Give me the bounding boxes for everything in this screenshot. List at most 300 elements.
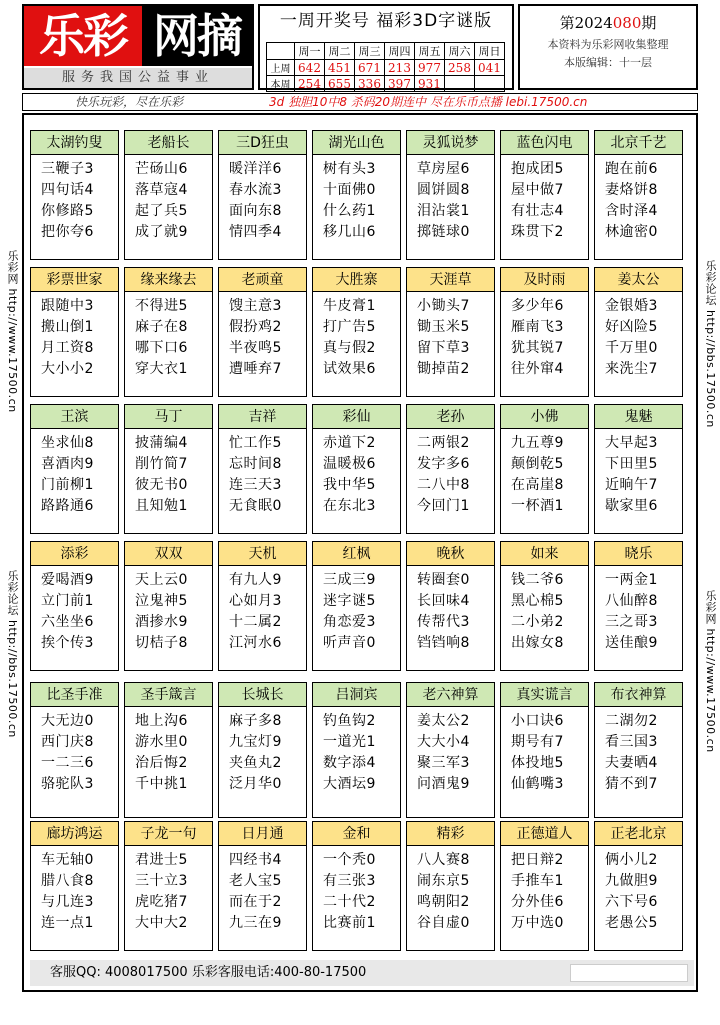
riddle-line: 虎吃猪7: [135, 894, 188, 910]
riddle-line: 四句话4: [41, 182, 94, 198]
week-days-row: [267, 43, 505, 60]
riddle-lines: [219, 292, 306, 380]
riddle-box-author: 彩仙: [313, 405, 400, 429]
riddle-line: 发字多6: [417, 456, 470, 472]
riddle-line: 牛皮膏1: [323, 298, 376, 314]
riddle-box-author: 正老北京: [595, 822, 682, 846]
this-week-row: [267, 76, 505, 92]
riddle-box: [594, 267, 683, 397]
riddle-line: 泪沾裳1: [417, 203, 470, 219]
riddle-line: 在高崖8: [511, 477, 564, 493]
draw-number: 655: [325, 76, 355, 92]
riddle-lines: [501, 292, 588, 380]
riddle-lines: [501, 155, 588, 243]
source-note: 本资料为乐彩网收集整理: [547, 38, 669, 51]
riddle-box-author: 及时雨: [501, 268, 588, 292]
riddle-box-author: 蓝色闪电: [501, 131, 588, 155]
riddle-box: [218, 682, 307, 818]
riddle-box-author: 子龙一句: [125, 822, 212, 846]
riddle-box: [30, 821, 119, 951]
riddle-line: 送佳酿9: [605, 635, 658, 651]
riddle-line: 林逾密0: [605, 224, 658, 240]
riddle-box-author: 鬼魅: [595, 405, 682, 429]
riddle-line: 大大小4: [417, 734, 470, 750]
riddle-lines: [501, 566, 588, 654]
draw-number: [445, 76, 475, 92]
this-week-label: 本周: [267, 76, 295, 92]
riddle-line: 十二属2: [229, 614, 282, 630]
riddle-box-author: 马丁: [125, 405, 212, 429]
riddle-line: 体投地5: [511, 755, 564, 771]
side-label-left-bottom[interactable]: 乐彩论坛 http://bbs.17500.cn: [6, 570, 19, 738]
riddle-lines: [125, 707, 212, 795]
riddle-box-author: 如来: [501, 542, 588, 566]
riddle-line: 犹其锐7: [511, 340, 564, 356]
riddle-line: 心如月3: [229, 593, 282, 609]
riddle-lines: [31, 429, 118, 517]
issue-suffix: 期: [641, 14, 657, 32]
riddle-line: 有三张3: [323, 873, 376, 889]
riddle-line: 千中挑1: [135, 776, 188, 792]
riddle-line: 草房屋6: [417, 161, 470, 177]
marquee-slogan: 快乐玩彩，尽在乐彩: [75, 95, 184, 109]
riddle-line: 比赛前1: [323, 915, 376, 931]
riddle-box: [218, 130, 307, 260]
day-header: 周五: [415, 43, 445, 60]
riddle-line: 真与假2: [323, 340, 376, 356]
riddle-line: 今回门1: [417, 498, 470, 514]
riddle-line: 江河水6: [229, 635, 282, 651]
riddle-line: 连一点1: [41, 915, 94, 931]
riddle-box: [500, 541, 589, 671]
marquee-promo-link[interactable]: 3d 独胆10中8 杀码20期连中 尽在乐币点播 lebi.17500.cn: [269, 95, 588, 109]
riddle-line: 削竹简7: [135, 456, 188, 472]
riddle-line: 锄掉苗2: [417, 361, 470, 377]
riddle-line: 树有头3: [323, 161, 376, 177]
draw-number: 977: [415, 60, 445, 76]
riddle-lines: [219, 707, 306, 795]
riddle-line: 分外佳6: [511, 894, 564, 910]
day-header: 周日: [475, 43, 505, 60]
riddle-line: 近晌午7: [605, 477, 658, 493]
side-label-left-top[interactable]: 乐彩网 http://www.17500.cn: [6, 250, 19, 413]
riddle-box: [124, 404, 213, 534]
customer-service-text: 客服QQ: 4008017500 乐彩客服电话:400-80-17500: [50, 965, 367, 980]
riddle-line: 大无边0: [41, 713, 94, 729]
draw-number: 258: [445, 60, 475, 76]
riddle-box-author: 布衣神算: [595, 683, 682, 707]
draw-number: 397: [385, 76, 415, 92]
riddle-line: 看三国3: [605, 734, 658, 750]
riddle-box-author: 日月通: [219, 822, 306, 846]
riddle-line: 哪下口6: [135, 340, 188, 356]
riddle-line: 大中大2: [135, 915, 188, 931]
riddle-box-author: 彩票世家: [31, 268, 118, 292]
riddle-line: 颠倒乾5: [511, 456, 564, 472]
riddle-line: 听声音0: [323, 635, 376, 651]
draw-number: 671: [355, 60, 385, 76]
riddle-box-author: 老孙: [407, 405, 494, 429]
riddle-line: 歇家里6: [605, 498, 658, 514]
slogan: 服务我国公益事业: [24, 68, 252, 88]
riddle-lines: [313, 155, 400, 243]
riddle-lines: [219, 429, 306, 517]
riddle-line: 赤道下2: [323, 435, 376, 451]
riddle-line: 一两金1: [605, 572, 658, 588]
riddle-box: [30, 541, 119, 671]
riddle-line: 一二三6: [41, 755, 94, 771]
riddle-box-author: 姜太公: [595, 268, 682, 292]
riddle-line: 且知勉1: [135, 498, 188, 514]
riddle-line: 春水流3: [229, 182, 282, 198]
riddle-line: 大早起3: [605, 435, 658, 451]
riddle-box: [406, 541, 495, 671]
riddle-box-author: 湖光山色: [313, 131, 400, 155]
riddle-box: [406, 821, 495, 951]
draw-number: 336: [355, 76, 385, 92]
riddle-box-author: 天涯草: [407, 268, 494, 292]
riddle-line: 一道光1: [323, 734, 376, 750]
riddle-line: 二小弟2: [511, 614, 564, 630]
riddle-box: [124, 682, 213, 818]
riddle-box-author: 长城长: [219, 683, 306, 707]
riddle-box: [312, 404, 401, 534]
riddle-line: 我中华5: [323, 477, 376, 493]
riddle-box-author: 红枫: [313, 542, 400, 566]
day-header: 周一: [295, 43, 325, 60]
riddle-box: [500, 267, 589, 397]
riddle-line: 九宝灯9: [229, 734, 282, 750]
riddle-line: 有壮志4: [511, 203, 564, 219]
marquee-bar: [22, 93, 698, 111]
riddle-line: 鸣朝阳2: [417, 894, 470, 910]
riddle-box: [218, 541, 307, 671]
riddle-line: 君进士5: [135, 852, 188, 868]
riddle-line: 立门前1: [41, 593, 94, 609]
riddle-line: 落草寇4: [135, 182, 188, 198]
corner-cell: [267, 43, 295, 60]
riddle-line: 路路通6: [41, 498, 94, 514]
riddle-lines: [313, 429, 400, 517]
riddle-box: [218, 267, 307, 397]
riddle-line: 遭唾弃7: [229, 361, 282, 377]
riddle-line: 打广告5: [323, 319, 376, 335]
riddle-line: 手推车1: [511, 873, 564, 889]
riddle-line: 芒砀山6: [135, 161, 188, 177]
riddle-line: 九五尊9: [511, 435, 564, 451]
riddle-line: 半夜鸣5: [229, 340, 282, 356]
riddle-lines: [595, 155, 682, 243]
riddle-line: 披蒲编4: [135, 435, 188, 451]
riddle-lines: [407, 707, 494, 795]
side-label-right-bottom[interactable]: 乐彩网 http://www.17500.cn: [704, 590, 717, 753]
riddle-line: 锄玉米5: [417, 319, 470, 335]
riddle-box: [406, 267, 495, 397]
riddle-line: 二湖勿2: [605, 713, 658, 729]
riddle-box: [594, 821, 683, 951]
riddle-line: 八仙醉8: [605, 593, 658, 609]
riddle-box-author: 天机: [219, 542, 306, 566]
riddle-box-author: 吉祥: [219, 405, 306, 429]
riddle-box-author: 老六神算: [407, 683, 494, 707]
draw-number: 931: [415, 76, 445, 92]
riddle-line: 二十代2: [323, 894, 376, 910]
riddle-line: 而在于2: [229, 894, 282, 910]
riddle-lines: [407, 292, 494, 380]
logo-red-text: 乐彩: [24, 6, 142, 66]
riddle-line: 月工资8: [41, 340, 94, 356]
riddle-box-author: 晚秋: [407, 542, 494, 566]
riddle-box: [124, 130, 213, 260]
riddle-line: 你修路5: [41, 203, 94, 219]
riddle-box: [124, 541, 213, 671]
riddle-box: [30, 682, 119, 818]
riddle-box: [312, 541, 401, 671]
riddle-lines: [407, 566, 494, 654]
riddle-line: 把你夸6: [41, 224, 94, 240]
riddle-line: 来洗尘7: [605, 361, 658, 377]
riddle-line: 麻子多8: [229, 713, 282, 729]
riddle-line: 往外窜4: [511, 361, 564, 377]
draw-number: 451: [325, 60, 355, 76]
riddle-line: 角恋爱3: [323, 614, 376, 630]
riddle-lines: [313, 707, 400, 795]
riddle-line: 温暖极6: [323, 456, 376, 472]
riddle-line: 小锄头7: [417, 298, 470, 314]
draw-number: 213: [385, 60, 415, 76]
riddle-box: [500, 130, 589, 260]
riddle-line: 大小小2: [41, 361, 94, 377]
riddle-box: [500, 404, 589, 534]
riddle-line: 屋中做7: [511, 182, 564, 198]
riddle-line: 起了兵5: [135, 203, 188, 219]
riddle-box: [218, 404, 307, 534]
riddle-line: 面向东8: [229, 203, 282, 219]
riddle-line: 八人赛8: [417, 852, 470, 868]
riddle-line: 猜不到7: [605, 776, 658, 792]
riddle-line: 万中选0: [511, 915, 564, 931]
riddle-line: 暖洋洋6: [229, 161, 282, 177]
issue-number: [520, 10, 696, 36]
riddle-line: 与几连3: [41, 894, 94, 910]
riddle-lines: [219, 566, 306, 654]
riddle-box-author: 灵狐说梦: [407, 131, 494, 155]
riddle-box-author: 缘来缘去: [125, 268, 212, 292]
draw-results-title: 一周开奖号 福彩3D字谜版: [279, 11, 493, 31]
last-week-label: 上周: [267, 60, 295, 76]
issue-box: [518, 4, 698, 90]
riddle-line: 门前柳1: [41, 477, 94, 493]
riddle-box-author: 精彩: [407, 822, 494, 846]
riddle-lines: [595, 566, 682, 654]
riddle-line: 假扮鸡2: [229, 319, 282, 335]
riddle-lines: [595, 292, 682, 380]
riddle-line: 穿大衣1: [135, 361, 188, 377]
riddle-line: 酒掺水9: [135, 614, 188, 630]
riddle-lines: [313, 292, 400, 380]
riddle-line: 九三在9: [229, 915, 282, 931]
riddle-lines: [31, 292, 118, 380]
riddle-lines: [125, 566, 212, 654]
riddle-line: 地上沟6: [135, 713, 188, 729]
riddle-line: 大酒坛9: [323, 776, 376, 792]
day-header: 周四: [385, 43, 415, 60]
riddle-box: [500, 682, 589, 818]
riddle-line: 试效果6: [323, 361, 376, 377]
riddle-line: 老愚公5: [605, 915, 658, 931]
riddle-line: 馊主意3: [229, 298, 282, 314]
riddle-box: [124, 821, 213, 951]
riddle-line: 夹鱼丸2: [229, 755, 282, 771]
riddle-line: 把日辩2: [511, 852, 564, 868]
riddle-line: 治后悔2: [135, 755, 188, 771]
riddle-line: 忙工作5: [229, 435, 282, 451]
riddle-line: 珠贯下2: [511, 224, 564, 240]
riddle-line: 麻子在8: [135, 319, 188, 335]
riddle-line: 三十立3: [135, 873, 188, 889]
week-draw-table: [266, 42, 505, 92]
riddle-line: 移几山6: [323, 224, 376, 240]
riddle-line: 有九人9: [229, 572, 282, 588]
riddle-line: 雁南飞3: [511, 319, 564, 335]
riddle-lines: [313, 846, 400, 934]
riddle-line: 六坐坐6: [41, 614, 94, 630]
riddle-line: 西门庆8: [41, 734, 94, 750]
riddle-line: 俩小儿2: [605, 852, 658, 868]
riddle-box: [30, 404, 119, 534]
riddle-line: 好凶险5: [605, 319, 658, 335]
riddle-lines: [313, 566, 400, 654]
riddle-line: 期号有7: [511, 734, 564, 750]
footer-bar: [30, 960, 694, 986]
riddle-line: 挨个传3: [41, 635, 94, 651]
riddle-box-author: 晓乐: [595, 542, 682, 566]
riddle-line: 妻烙饼8: [605, 182, 658, 198]
riddle-line: 抱成团5: [511, 161, 564, 177]
logo: [22, 4, 254, 90]
riddle-lines: [595, 429, 682, 517]
day-header: 周二: [325, 43, 355, 60]
riddle-line: 搬山倒1: [41, 319, 94, 335]
riddle-box-author: 金和: [313, 822, 400, 846]
riddle-line: 问酒鬼9: [417, 776, 470, 792]
issue-number-value: 080: [612, 14, 642, 32]
riddle-line: 腊八食8: [41, 873, 94, 889]
riddle-box: [312, 682, 401, 818]
riddle-box-author: 正德道人: [501, 822, 588, 846]
riddle-box: [218, 821, 307, 951]
riddle-line: 成了就9: [135, 224, 188, 240]
riddle-lines: [31, 566, 118, 654]
riddle-line: 什么药1: [323, 203, 376, 219]
riddle-box: [594, 541, 683, 671]
riddle-lines: [595, 846, 682, 934]
riddle-line: 车无轴0: [41, 852, 94, 868]
riddle-line: 天上云0: [135, 572, 188, 588]
riddle-line: 钓鱼钩2: [323, 713, 376, 729]
draw-number: 041: [475, 60, 505, 76]
riddle-line: 三成三9: [323, 572, 376, 588]
riddle-box: [500, 821, 589, 951]
riddle-line: 金银婚3: [605, 298, 658, 314]
riddle-box-author: 大胜寨: [313, 268, 400, 292]
draw-number: [475, 76, 505, 92]
riddle-line: 骆驼队3: [41, 776, 94, 792]
editor-note: 本版编辑：十一层: [564, 56, 652, 69]
riddle-line: 三之哥3: [605, 614, 658, 630]
riddle-line: 黑心棉5: [511, 593, 564, 609]
riddle-lines: [125, 429, 212, 517]
riddle-line: 谷自虚0: [417, 915, 470, 931]
riddle-box-author: 老顽童: [219, 268, 306, 292]
riddle-lines: [407, 155, 494, 243]
riddle-box: [30, 267, 119, 397]
riddle-box-author: 老船长: [125, 131, 212, 155]
riddle-line: 仙鹤嘴3: [511, 776, 564, 792]
riddle-lines: [407, 429, 494, 517]
riddle-lines: [501, 846, 588, 934]
side-label-right-top[interactable]: 乐彩论坛 http://bbs.17500.cn: [704, 260, 717, 428]
riddle-line: 三鞭子3: [41, 161, 94, 177]
riddle-lines: [501, 707, 588, 795]
riddle-lines: [31, 155, 118, 243]
riddle-line: 迷字谜5: [323, 593, 376, 609]
riddle-line: 喜酒肉9: [41, 456, 94, 472]
issue-prefix: 第2024: [559, 14, 613, 32]
riddle-line: 二八中8: [417, 477, 470, 493]
riddle-line: 转圈套0: [417, 572, 470, 588]
riddle-line: 小口诀6: [511, 713, 564, 729]
riddle-line: 无食眠0: [229, 498, 282, 514]
riddle-box: [312, 130, 401, 260]
riddle-lines: [125, 292, 212, 380]
riddle-line: 在东北3: [323, 498, 376, 514]
riddle-box-author: 廊坊鸿运: [31, 822, 118, 846]
riddle-lines: [125, 846, 212, 934]
riddle-line: 闹东京5: [417, 873, 470, 889]
riddle-line: 千万里0: [605, 340, 658, 356]
riddle-line: 泣鬼神5: [135, 593, 188, 609]
riddle-box: [406, 130, 495, 260]
riddle-line: 夫妻晒4: [605, 755, 658, 771]
riddle-box-author: 比圣手准: [31, 683, 118, 707]
riddle-line: 出嫁女8: [511, 635, 564, 651]
riddle-line: 长回味4: [417, 593, 470, 609]
draw-number: 254: [295, 76, 325, 92]
riddle-line: 聚三军3: [417, 755, 470, 771]
riddle-box: [124, 267, 213, 397]
riddle-line: 泛月华0: [229, 776, 282, 792]
footer-blank-box: [570, 964, 688, 982]
riddle-line: 含时泽4: [605, 203, 658, 219]
riddle-box: [406, 404, 495, 534]
riddle-line: 坐求仙8: [41, 435, 94, 451]
riddle-line: 忘时间8: [229, 456, 282, 472]
riddle-line: 圆饼圆8: [417, 182, 470, 198]
riddle-line: 九做胆9: [605, 873, 658, 889]
riddle-line: 一个秃0: [323, 852, 376, 868]
day-header: 周六: [445, 43, 475, 60]
riddle-line: 游水里0: [135, 734, 188, 750]
riddle-lines: [501, 429, 588, 517]
riddle-lines: [125, 155, 212, 243]
riddle-line: 老人宝5: [229, 873, 282, 889]
riddle-lines: [407, 846, 494, 934]
riddle-line: 留下草3: [417, 340, 470, 356]
riddle-line: 情四季4: [229, 224, 282, 240]
riddle-lines: [219, 846, 306, 934]
riddle-box-author: 添彩: [31, 542, 118, 566]
